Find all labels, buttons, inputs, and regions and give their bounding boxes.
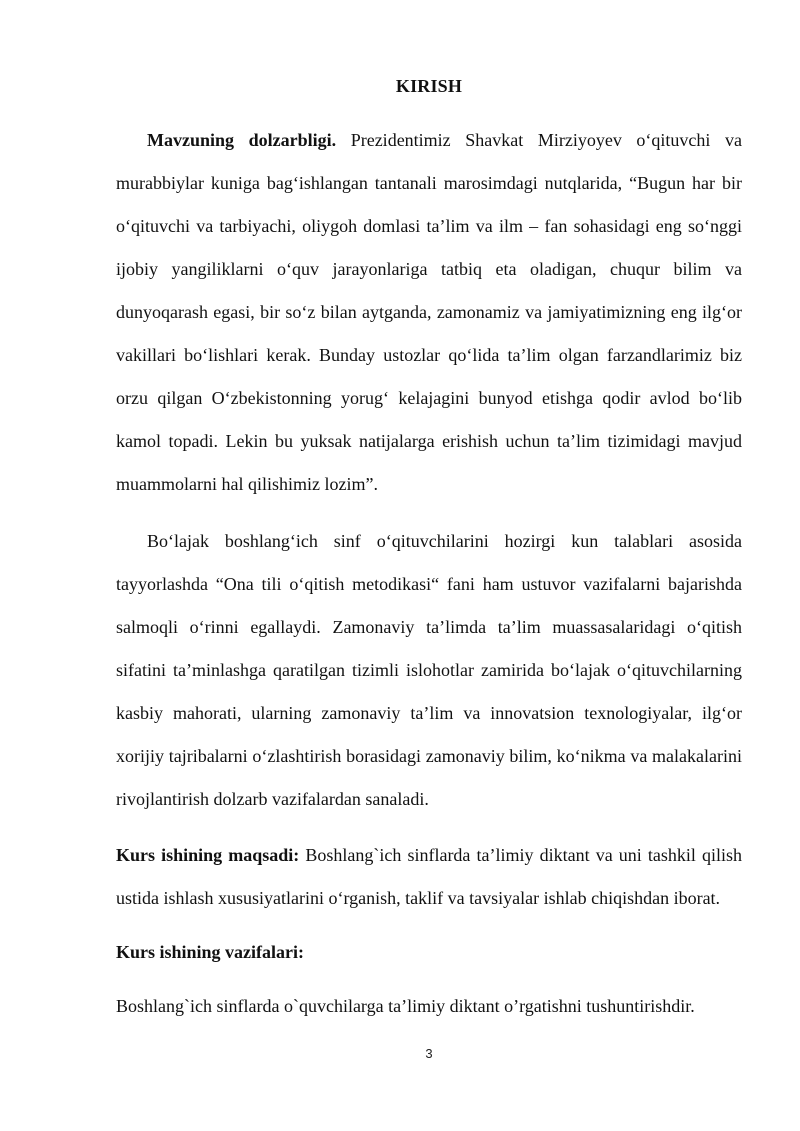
- relevance-text: Prezidentimiz Shavkat Mirziyoyev o‘qituvchi va murabbiylar kuniga bag‘ishlangan tantanali marosimdagi nutqlarida, “Bugun har bir o‘qituvchi va tarbiyachi, oliygoh domlasi ta’lim va ilm – fan sohasidagi eng so‘nggi ijobiy yangiliklarni o‘quv jarayonlariga tatbiq eta oladigan, chuqur bilim va dunyoqarash egasi, bir so‘z bilan aytganda, zamonamiz va jamiyatimizning eng ilg‘or vakillari bo‘lishlari kerak. Bunday ustozlar qo‘lida ta’lim olgan farzandlarimiz biz orzu qilgan O‘zbekistonning yorug‘ kelajagini bunyod etishga qodir avlod bo‘lib kamol topadi. Lekin bu yuksak natijalarga erishish uchun ta’lim tizimidagi mavjud muammolarni hal qilishimiz lozim”.: [116, 130, 742, 494]
- paragraph-goal: [116, 834, 742, 920]
- paragraph-teacher-training: [116, 520, 742, 821]
- tasks-heading: Kurs ishining vazifalari:: [116, 942, 305, 962]
- paragraph-tasks-heading: [116, 931, 742, 974]
- paragraph-relevance: [116, 119, 742, 506]
- relevance-heading: Mavzuning dolzarbligi.: [147, 130, 337, 150]
- teacher-training-text: Bo‘lajak boshlang‘ich sinf o‘qituvchilarini hozirgi kun talablari asosida tayyorlashda “Ona tili o‘qitish metodikasi“ fani ham ustuvor vazifalarni bajarishda salmoqli o‘rinni egallaydi. Zamonaviy ta’limda ta’lim muassasalaridagi o‘qitish sifatini ta’minlashga qaratilgan tizimli islohotlar zamirida bo‘lajak o‘qituvchilarning kasbiy mahorati, ularning zamonaviy ta’lim va innovatsion texnologiyalar, ilg‘or xorijiy tajribalarni o‘zlashtirish borasidagi zamonaviy bilim, ko‘nikma va malakalarini rivojlantirish dolzarb vazifalardan sanaladi.: [116, 531, 742, 809]
- goal-text: Boshlang`ich sinflarda ta’limiy diktant va uni tashkil qilish ustida ishlash xususiyatlarini o‘rganish, taklif va tavsiyalar ishlab chiqishdan iborat.: [116, 845, 743, 908]
- page-number: 3: [425, 1046, 433, 1061]
- page-title: KIRISH: [395, 76, 463, 96]
- goal-heading: Kurs ishining maqsadi:: [116, 845, 300, 865]
- paragraph-task-item: [116, 985, 742, 1028]
- task-item-text: Boshlang`ich sinflarda o`quvchilarga ta’limiy diktant o’rgatishni tushuntirishdir.: [116, 996, 695, 1016]
